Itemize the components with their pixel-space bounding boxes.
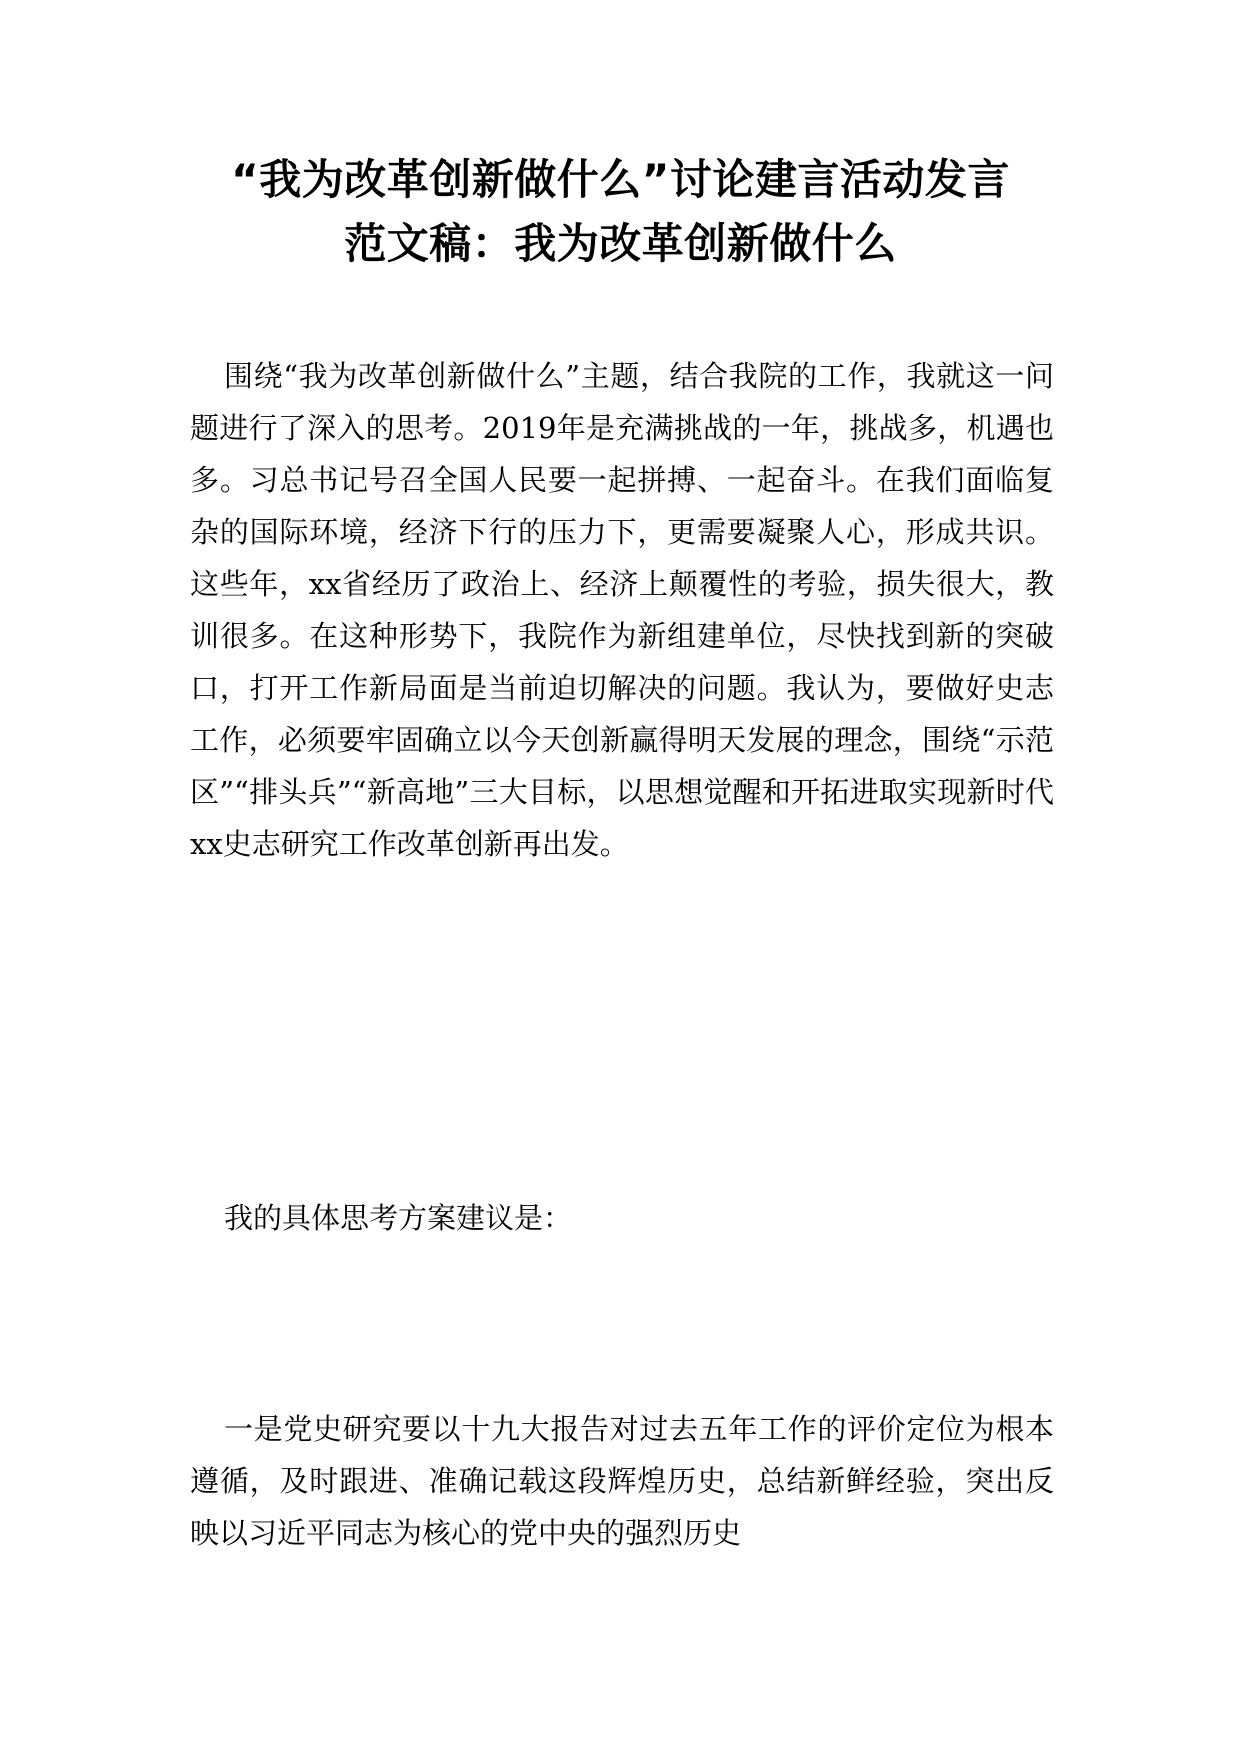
paragraph-intro: 围绕“我为改革创新做什么”主题，结合我院的工作，我就这一问题进行了深入的思考。2019年是充满挑战的一年，挑战多，机遇也多。习总书记号召全国人民要一起拼搏、一起奋斗。在我们面临复杂的国际环境，经济下行的压力下，更需要凝聚人心，形成共识。这些年，xx省经历了政治上、经济上颠覆性的考验，损失很大，教训很多。在这种形势下，我院作为新组建单位，尽快找到新的突破口，打开工作新局面是当前迫切解决的问题。我认为，要做好史志工作，必须要牢固确立以今天创新赢得明天发展的理念，围绕“示范区”“排头兵”“新高地”三大目标，以思想觉醒和开拓进取实现新时代xx史志研究工作改革创新再出发。	[190, 359, 1054, 861]
document-title	[150, 148, 1091, 276]
paragraph-point-one: 一是党史研究要以十九大报告对过去五年工作的评价定位为根本遵循，及时跟进、准确记载这段辉煌历史，总结新鲜经验，突出反映以习近平同志为核心的党中央的强烈历史	[190, 1412, 1054, 1550]
title-line-1: “我为改革创新做什么”讨论建言活动发言	[231, 155, 1010, 204]
title-line-2: 范文稿：我为改革创新做什么	[344, 219, 897, 268]
paragraph-suggestion-lead: 我的具体思考方案建议是：	[224, 1201, 573, 1235]
